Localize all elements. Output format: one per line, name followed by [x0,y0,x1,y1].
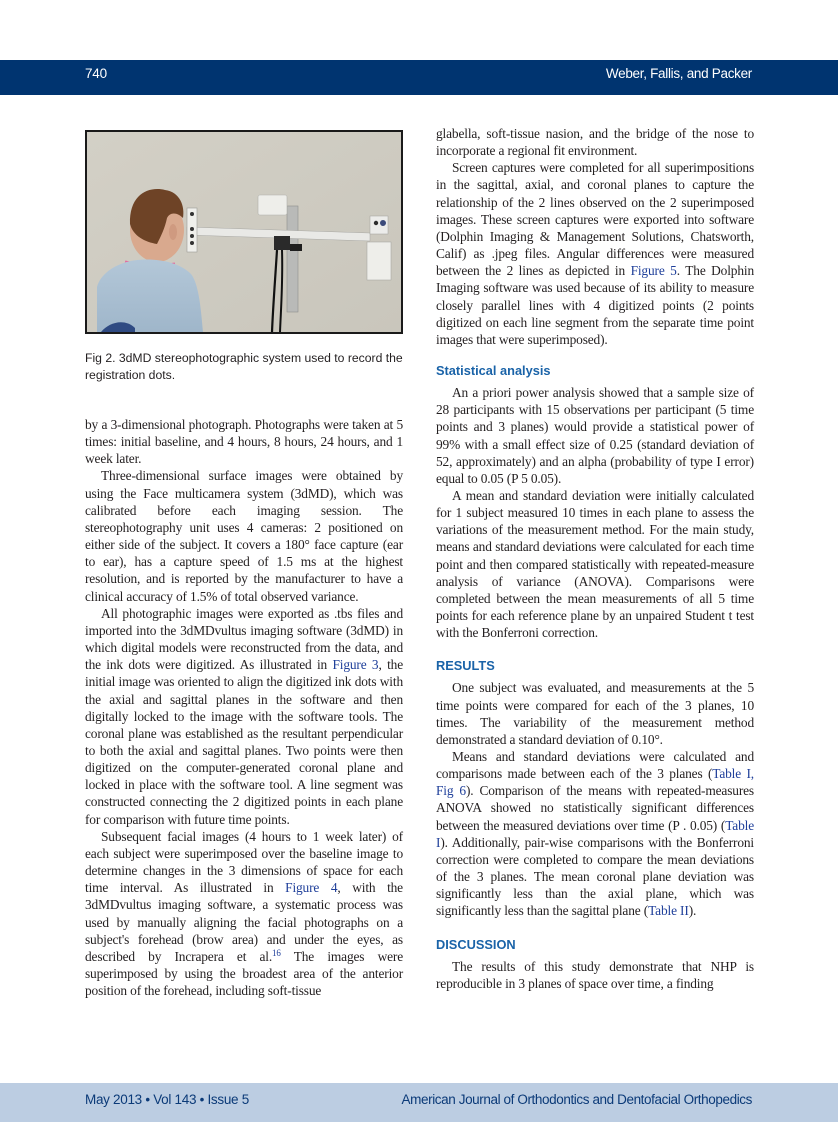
stereophotography-photo-image [87,132,401,332]
statistical-analysis-heading: Statistical analysis [436,363,551,379]
figure-3-link[interactable]: Figure 3 [332,657,379,673]
right-column [436,125,754,992]
paragraph: Means and standard deviations were calculated and comparisons made between each of the 3 planes (Table I, Fig 6). Comparison of the means with repeated-measures ANOVA showed no statistically significant differences between the measured deviations over time (P . 0.05) (Table I). Additionally, pair-wise comparisons with the Bonferroni correction were completed to compare the mean deviations of the 3 planes. The mean coronal plane deviation was significantly less than the axial plane, which was significantly less than the sagittal plane (Table II). [436,749,754,919]
paragraph: Screen captures were completed for all superimpositions in the sagittal, axial, and coronal planes to capture the relationship of the 2 lines observed on the 2 superimposed images. These screen captures were exported into software (Dolphin Imaging & Management Solutions, Chatsworth, Calif) as .jpeg files. Angular differences were measured between the 2 lines as depicted in Figure 5. The Dolphin Imaging software was used because of its ability to measure closely parallel lines with 4 digitized points (2 points digitized on each line segment from the separate time point images that were superimposed). [436,160,755,347]
figure-caption: Fig 2. 3dMD stereophotographic system used to record the registration dots. [85,351,403,382]
journal-name: American Journal of Orthodontics and Dentofacial Orthopedics [401,1092,752,1107]
paragraph: A mean and standard deviation were initially calculated for 1 subject measured 10 times in each plane to assess the variations of the measurement method. For the main study, means and standard deviations were calculated for each time point and then compared statistically with repeated-measure analysis of variance (ANOVA). Comparisons were completed between the mean measurements of all 5 time points for each reference plane by an unpaired Student t test with the Bonferroni correction. [436,487,754,641]
table-2-link[interactable]: Table II [648,903,689,919]
figure-2-photo [85,130,403,334]
running-footer [0,1083,838,1122]
paragraph: by a 3-dimensional photograph. Photographs were taken at 5 times: initial baseline, and 4 hours, 8 hours, 24 hours, and 1 week later. [85,417,403,467]
left-column [85,416,403,999]
running-head-authors: Weber, Fallis, and Packer [605,66,752,81]
paragraph: The results of this study demonstrate that NHP is reproducible in 3 planes of space over time, a finding [436,958,754,991]
table-1-fig-6-link[interactable]: Table I, Fig 6 [436,766,754,799]
results-heading: RESULTS [436,658,495,674]
paragraph: All photographic images were exported as .tbs files and imported into the 3dMDvultus imaging software (3dMD) in which digital models were reconstructed from the data, and the ink dots were digitized. As illustrated in Figure 3, the initial image was oriented to align the digitized ink dots with the axial and sagittal planes in the software and then digitally locked to the image with the software tools. The coronal plane was established as the resultant perpendicular to both the axial and sagittal planes. Two points were then digitized on the computer-generated coronal plane and locked in place with the software tool. A line segment was constructed connecting the 2 digitized points in each plane for comparison with future time points. [85,605,403,827]
discussion-heading: DISCUSSION [436,936,516,952]
table-1-link[interactable]: Table I [436,817,754,850]
paragraph: Subsequent facial images (4 hours to 1 week later) of each subject were superimposed over the baseline image to determine changes in the 3 dimensions of space for each time interval. As illustrated in Figure 4, with the 3dMDvultus imaging software, a systematic process was used by manually aligning the facial photographs on a subject's forehead (brow area) and under the eyes, as described by Incrapera et al.$^{16}$ The images were superimposed by using the broadest area of the anterior position of the forehead, including soft-tissue [85,828,403,999]
paragraph: One subject was evaluated, and measurements at the 5 time points were compared for each of the 3 planes, 10 times. The variability of the measurement method demonstrated a standard deviation of 0.10°. [436,680,754,747]
paragraph: glabella, soft-tissue nasion, and the bridge of the nose to incorporate a regional fit environment. [436,126,754,159]
page-number: 740 [85,66,107,81]
paragraph: Three-dimensional surface images were obtained by using the Face multicamera system (3dMD), which was calibrated before each imaging session. The stereophotography unit uses 4 cameras: 2 positioned on either side of the subject. It covers a 180° face capture (ear to ear), has a capture speed of 1.5 ms at the highest resolution, and is reported by the manufacturer to have a clinical accuracy of 1.5% of total observed variance. [85,468,403,604]
issue-info: May 2013 • Vol 143 • Issue 5 [85,1092,249,1107]
reference-16-link[interactable]: 16 [272,947,281,958]
running-header [0,60,838,95]
figure-4-link[interactable]: Figure 4 [285,880,338,896]
figure-5-link[interactable]: Figure 5 [630,263,677,279]
paragraph: An a priori power analysis showed that a sample size of 28 participants with 15 observations per participant (5 time points and 3 planes) would provide a statistical power of 99% with a small effect size of 0.25 (standard deviation of 52, approximately) and an alpha (probability of type I error) equal to 0.05 (P 5 0.05). [436,385,754,486]
